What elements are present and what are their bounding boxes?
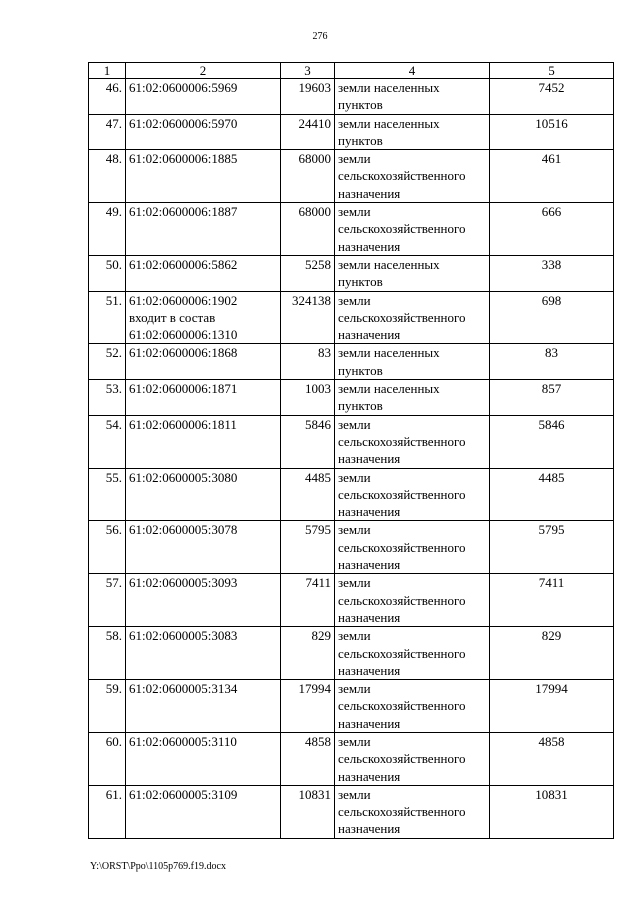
cadastral-number-cell: [126, 785, 281, 838]
cadastral-number-line: 61:02:0600006:1871: [129, 381, 238, 397]
land-category-line: сельскохозяйственного: [338, 486, 466, 502]
column-number-row: [89, 63, 614, 79]
value-cell: 338: [490, 255, 614, 291]
cadastral-number-line: 61:02:0600005:3080: [129, 469, 238, 485]
cadastral-number-cell: [126, 291, 281, 344]
value-cell: 5795: [490, 521, 614, 574]
cadastral-number-cell: [126, 255, 281, 291]
value-cell: 17994: [490, 680, 614, 733]
land-category-line: назначения: [338, 557, 401, 573]
land-category-line: земли: [338, 292, 371, 308]
value-cell: 666: [490, 203, 614, 256]
area-cell: 10831: [281, 785, 335, 838]
area-cell: 19603: [281, 79, 335, 115]
table-row: [89, 344, 614, 380]
cadastral-number-cell: [126, 627, 281, 680]
land-category-line: земли: [338, 575, 371, 591]
column-header: 1: [89, 63, 126, 79]
land-category-line: земли: [338, 416, 371, 432]
cadastral-number-line: 61:02:0600006:1885: [129, 151, 238, 167]
cadastral-number-line: 61:02:0600005:3093: [129, 575, 238, 591]
value-cell: 698: [490, 291, 614, 344]
land-category-cell: [335, 344, 490, 380]
cadastral-number-cell: [126, 150, 281, 203]
land-category-line: сельскохозяйственного: [338, 168, 466, 184]
row-number-cell: 46.: [89, 79, 126, 115]
value-cell: 10831: [490, 785, 614, 838]
land-category-line: сельскохозяйственного: [338, 698, 466, 714]
land-category-cell: [335, 114, 490, 150]
land-category-line: назначения: [338, 715, 401, 731]
row-number-cell: 49.: [89, 203, 126, 256]
cadastral-number-line: 61:02:0600005:3078: [129, 522, 238, 538]
land-category-line: сельскохозяйственного: [338, 221, 466, 237]
cadastral-number-line: 61:02:0600006:1902: [129, 292, 238, 308]
row-number-cell: 50.: [89, 255, 126, 291]
land-category-line: пунктов: [338, 132, 383, 148]
value-cell: 4858: [490, 732, 614, 785]
table-row: [89, 255, 614, 291]
land-category-line: назначения: [338, 662, 401, 678]
row-number-cell: 48.: [89, 150, 126, 203]
land-category-line: земли населенных: [338, 345, 440, 361]
land-category-line: назначения: [338, 185, 401, 201]
land-category-cell: [335, 255, 490, 291]
row-number-cell: 59.: [89, 680, 126, 733]
cadastral-number-cell: [126, 79, 281, 115]
area-cell: 5846: [281, 415, 335, 468]
land-plots-table: [88, 62, 614, 839]
land-category-cell: [335, 380, 490, 416]
column-header: 5: [490, 63, 614, 79]
area-cell: 4485: [281, 468, 335, 521]
value-cell: 829: [490, 627, 614, 680]
cadastral-number-line: 61:02:0600006:5970: [129, 115, 238, 131]
cadastral-number-line: 61:02:0600006:5969: [129, 80, 238, 95]
land-category-cell: [335, 468, 490, 521]
table-row: [89, 785, 614, 838]
row-number-cell: 61.: [89, 785, 126, 838]
land-category-line: земли: [338, 628, 371, 644]
row-number-cell: 47.: [89, 114, 126, 150]
land-category-line: сельскохозяйственного: [338, 751, 466, 767]
cadastral-number-line: 61:02:0600005:3134: [129, 681, 238, 697]
land-category-line: земли населенных: [338, 256, 440, 272]
land-category-line: земли: [338, 469, 371, 485]
file-path-footer: Y:\ORST\Ppo\1105p769.f19.docx: [90, 861, 226, 872]
cadastral-number-cell: [126, 380, 281, 416]
area-cell: 83: [281, 344, 335, 380]
land-category-line: земли: [338, 522, 371, 538]
table-row: [89, 79, 614, 115]
land-category-line: назначения: [338, 504, 401, 520]
land-category-line: назначения: [338, 609, 401, 625]
cadastral-number-cell: [126, 415, 281, 468]
row-number-cell: 51.: [89, 291, 126, 344]
land-category-line: сельскохозяйственного: [338, 645, 466, 661]
value-cell: 7411: [490, 574, 614, 627]
cadastral-number-cell: [126, 344, 281, 380]
land-category-line: сельскохозяйственного: [338, 433, 466, 449]
land-category-line: земли населенных: [338, 115, 440, 131]
land-category-line: земли: [338, 151, 371, 167]
table-row: [89, 415, 614, 468]
cadastral-number-cell: [126, 521, 281, 574]
area-cell: 5258: [281, 255, 335, 291]
column-header: 2: [126, 63, 281, 79]
cadastral-number-line: 61:02:0600006:1868: [129, 345, 238, 361]
table-row: [89, 291, 614, 344]
land-category-cell: [335, 203, 490, 256]
cadastral-number-line: 61:02:0600005:3110: [129, 733, 237, 749]
cadastral-number-line: 61:02:0600005:3109: [129, 786, 238, 802]
land-category-line: сельскохозяйственного: [338, 539, 466, 555]
column-header: 4: [335, 63, 490, 79]
value-cell: 461: [490, 150, 614, 203]
land-category-line: назначения: [338, 821, 401, 837]
table-body: [89, 79, 614, 839]
cadastral-number-line: 61:02:0600006:1887: [129, 204, 238, 220]
value-cell: 7452: [490, 79, 614, 115]
area-cell: 68000: [281, 203, 335, 256]
land-category-line: пунктов: [338, 398, 383, 414]
area-cell: 24410: [281, 114, 335, 150]
land-category-line: земли: [338, 786, 371, 802]
land-category-line: назначения: [338, 238, 401, 254]
column-header: 3: [281, 63, 335, 79]
value-cell: 4485: [490, 468, 614, 521]
land-category-line: земли: [338, 681, 371, 697]
area-cell: 68000: [281, 150, 335, 203]
value-cell: 10516: [490, 114, 614, 150]
land-category-cell: [335, 785, 490, 838]
table-row: [89, 203, 614, 256]
land-category-line: сельскохозяйственного: [338, 592, 466, 608]
table-row: [89, 627, 614, 680]
land-category-cell: [335, 291, 490, 344]
cadastral-number-line: 61:02:0600006:1310: [129, 327, 238, 343]
cadastral-number-cell: [126, 574, 281, 627]
row-number-cell: 57.: [89, 574, 126, 627]
land-category-line: пунктов: [338, 274, 383, 290]
land-category-line: земли: [338, 204, 371, 220]
table-row: [89, 732, 614, 785]
row-number-cell: 52.: [89, 344, 126, 380]
land-category-cell: [335, 79, 490, 115]
value-cell: 5846: [490, 415, 614, 468]
table-row: [89, 680, 614, 733]
land-category-line: сельскохозяйственного: [338, 309, 466, 325]
row-number-cell: 55.: [89, 468, 126, 521]
row-number-cell: 54.: [89, 415, 126, 468]
land-category-line: пунктов: [338, 97, 383, 113]
value-cell: 83: [490, 344, 614, 380]
area-cell: 829: [281, 627, 335, 680]
row-number-cell: 60.: [89, 732, 126, 785]
cadastral-number-cell: [126, 114, 281, 150]
row-number-cell: 56.: [89, 521, 126, 574]
land-category-line: назначения: [338, 768, 401, 784]
area-cell: 7411: [281, 574, 335, 627]
cadastral-number-line: 61:02:0600006:1811: [129, 416, 237, 432]
cadastral-number-line: входит в состав: [129, 309, 216, 325]
land-category-line: сельскохозяйственного: [338, 804, 466, 820]
land-category-cell: [335, 680, 490, 733]
row-number-cell: 53.: [89, 380, 126, 416]
land-category-cell: [335, 521, 490, 574]
table-row: [89, 380, 614, 416]
land-category-line: земли населенных: [338, 80, 440, 95]
land-category-line: земли населенных: [338, 381, 440, 397]
land-category-line: назначения: [338, 451, 401, 467]
land-category-cell: [335, 415, 490, 468]
table-row: [89, 521, 614, 574]
table-row: [89, 114, 614, 150]
cadastral-number-cell: [126, 680, 281, 733]
land-category-cell: [335, 150, 490, 203]
row-number-cell: 58.: [89, 627, 126, 680]
cadastral-number-cell: [126, 203, 281, 256]
table-row: [89, 468, 614, 521]
cadastral-number-line: 61:02:0600005:3083: [129, 628, 238, 644]
page-number: 276: [312, 31, 328, 42]
area-cell: 324138: [281, 291, 335, 344]
land-category-line: назначения: [338, 327, 401, 343]
area-cell: 4858: [281, 732, 335, 785]
table-row: [89, 150, 614, 203]
land-category-line: пунктов: [338, 362, 383, 378]
cadastral-number-cell: [126, 468, 281, 521]
area-cell: 1003: [281, 380, 335, 416]
value-cell: 857: [490, 380, 614, 416]
area-cell: 5795: [281, 521, 335, 574]
land-category-cell: [335, 627, 490, 680]
land-category-line: земли: [338, 733, 371, 749]
cadastral-number-line: 61:02:0600006:5862: [129, 256, 238, 272]
cadastral-number-cell: [126, 732, 281, 785]
land-category-cell: [335, 732, 490, 785]
area-cell: 17994: [281, 680, 335, 733]
land-category-cell: [335, 574, 490, 627]
table-row: [89, 574, 614, 627]
